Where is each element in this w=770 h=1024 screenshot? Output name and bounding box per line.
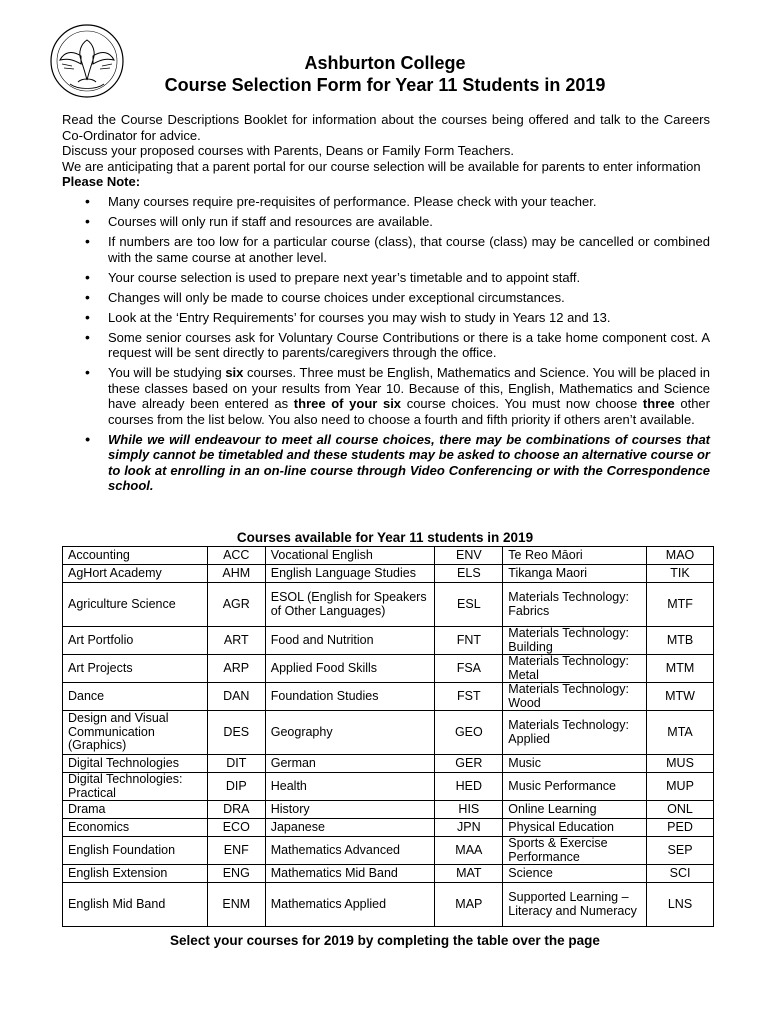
course-name-cell: Music Performance: [503, 773, 647, 801]
course-code-cell: ART: [207, 627, 265, 655]
course-name-cell: Sports & Exercise Performance: [503, 837, 647, 865]
note-item: • If numbers are too low for a particular course (class), that course (class) may be cancelled or combined with the same course at another level.: [62, 234, 710, 265]
course-code-cell: GEO: [435, 711, 503, 755]
table-row: [63, 655, 714, 683]
course-code-cell: ENM: [207, 883, 265, 927]
course-name-cell: Agriculture Science: [63, 583, 208, 627]
footer-instruction: Select your courses for 2019 by completing the table over the page: [170, 933, 600, 948]
course-code-cell: MUS: [647, 755, 714, 773]
course-code-cell: DIT: [207, 755, 265, 773]
note-text: courses. Three must be English, Mathematics and Science. You will be placed in these classes based on your results from Year 10. Because of this, English, Mathematics and Science have already been entered as: [108, 365, 710, 411]
course-code-cell: AHM: [207, 565, 265, 583]
course-name-cell: English Foundation: [63, 837, 208, 865]
note-text: other courses from the list below. You also need to choose a fourth and fifth priority if others aren’t available.: [108, 396, 710, 427]
note-item-warning: • While we will endeavour to meet all course choices, there may be combinations of courses that simply cannot be timetabled and these students may be asked to choose an alternative course or to look at enrolling in an on-line course through Video Conferencing or with the Correspondence school.: [62, 432, 710, 494]
course-code-cell: MAP: [435, 883, 503, 927]
note-item-six-courses: [62, 365, 710, 427]
course-name-cell: Supported Learning – Literacy and Numeracy: [503, 883, 647, 927]
course-code-cell: AGR: [207, 583, 265, 627]
course-code-cell: MAA: [435, 837, 503, 865]
course-name-cell: History: [265, 801, 435, 819]
course-code-cell: ACC: [207, 547, 265, 565]
course-code-cell: FST: [435, 683, 503, 711]
course-name-cell: Dance: [63, 683, 208, 711]
course-name-cell: Materials Technology: Wood: [503, 683, 647, 711]
course-code-cell: ELS: [435, 565, 503, 583]
intro-paragraph-2: Discuss your proposed courses with Parents, Deans or Family Form Teachers.: [62, 143, 515, 158]
table-row: [63, 865, 714, 883]
course-code-cell: JPN: [435, 819, 503, 837]
course-code-cell: PED: [647, 819, 714, 837]
course-name-cell: Digital Technologies: Practical: [63, 773, 208, 801]
course-code-cell: FSA: [435, 655, 503, 683]
table-row: [63, 565, 714, 583]
note-item: • Look at the ‘Entry Requirements’ for courses you may wish to study in Years 12 and 13.: [62, 310, 710, 326]
courses-table: [62, 546, 714, 927]
course-code-cell: ENV: [435, 547, 503, 565]
note-bold-text: six: [225, 365, 244, 380]
course-name-cell: Mathematics Advanced: [265, 837, 435, 865]
course-name-cell: Vocational English: [265, 547, 435, 565]
course-code-cell: MTB: [647, 627, 714, 655]
course-code-cell: FNT: [435, 627, 503, 655]
course-code-cell: TIK: [647, 565, 714, 583]
course-code-cell: MTA: [647, 711, 714, 755]
course-code-cell: DES: [207, 711, 265, 755]
course-code-cell: SCI: [647, 865, 714, 883]
table-row: [63, 837, 714, 865]
table-row: [63, 683, 714, 711]
course-name-cell: Science: [503, 865, 647, 883]
course-name-cell: Music: [503, 755, 647, 773]
course-code-cell: MAO: [647, 547, 714, 565]
note-bold-text: three of your six: [293, 396, 402, 411]
table-row: [63, 819, 714, 837]
title-college-name: Ashburton College: [304, 53, 466, 73]
course-name-cell: Food and Nutrition: [265, 627, 435, 655]
course-name-cell: Health: [265, 773, 435, 801]
course-name-cell: Drama: [63, 801, 208, 819]
course-name-cell: Japanese: [265, 819, 435, 837]
intro-paragraph-3: We are anticipating that a parent portal for our course selection will be available for parents to enter information: [62, 158, 701, 174]
page-title: [62, 52, 708, 96]
course-code-cell: ARP: [207, 655, 265, 683]
course-code-cell: MTM: [647, 655, 714, 683]
note-text: You will be studying: [108, 365, 226, 380]
course-name-cell: Digital Technologies: [63, 755, 208, 773]
table-row: [63, 801, 714, 819]
course-name-cell: Design and Visual Communication (Graphics): [63, 711, 208, 755]
course-code-cell: ENG: [207, 865, 265, 883]
course-code-cell: SEP: [647, 837, 714, 865]
notes-list: [62, 194, 710, 494]
course-code-cell: DIP: [207, 773, 265, 801]
course-name-cell: Tikanga Maori: [503, 565, 647, 583]
course-name-cell: Art Portfolio: [63, 627, 208, 655]
note-bold-text: three: [642, 396, 675, 411]
course-code-cell: GER: [435, 755, 503, 773]
table-row: [63, 773, 714, 801]
table-row: [63, 755, 714, 773]
course-name-cell: English Mid Band: [63, 883, 208, 927]
title-form-name: Course Selection Form for Year 11 Students in 2019: [164, 75, 606, 95]
course-name-cell: Materials Technology: Building: [503, 627, 647, 655]
course-name-cell: Physical Education: [503, 819, 647, 837]
course-name-cell: Materials Technology: Fabrics: [503, 583, 647, 627]
course-name-cell: Accounting: [63, 547, 208, 565]
course-code-cell: HED: [435, 773, 503, 801]
table-row: [63, 711, 714, 755]
course-code-cell: MTF: [647, 583, 714, 627]
course-name-cell: Online Learning: [503, 801, 647, 819]
course-code-cell: ONL: [647, 801, 714, 819]
course-code-cell: MUP: [647, 773, 714, 801]
course-code-cell: DRA: [207, 801, 265, 819]
course-name-cell: Mathematics Mid Band: [265, 865, 435, 883]
course-name-cell: English Language Studies: [265, 565, 435, 583]
course-name-cell: Economics: [63, 819, 208, 837]
course-code-cell: LNS: [647, 883, 714, 927]
table-row: [63, 547, 714, 565]
course-code-cell: MAT: [435, 865, 503, 883]
please-note-heading: Please Note:: [62, 174, 141, 189]
table-row: [63, 583, 714, 627]
note-item: • Changes will only be made to course choices under exceptional circumstances.: [62, 290, 710, 306]
course-name-cell: English Extension: [63, 865, 208, 883]
course-code-cell: MTW: [647, 683, 714, 711]
table-row: [63, 627, 714, 655]
note-item: • Courses will only run if staff and resources are available.: [62, 214, 710, 230]
note-item: • Some senior courses ask for Voluntary Course Contributions or there is a take home component cost. A request will be sent directly to parents/caregivers through the office.: [62, 330, 710, 361]
course-name-cell: Applied Food Skills: [265, 655, 435, 683]
course-code-cell: ENF: [207, 837, 265, 865]
table-title: Courses available for Year 11 students in 2019: [236, 530, 534, 545]
table-row: [63, 883, 714, 927]
note-item: • Many courses require pre-requisites of performance. Please check with your teacher.: [62, 194, 710, 210]
note-text: course choices. You must now choose: [401, 396, 643, 411]
courses-table-body: [63, 547, 714, 927]
course-name-cell: Art Projects: [63, 655, 208, 683]
course-name-cell: German: [265, 755, 435, 773]
course-name-cell: Geography: [265, 711, 435, 755]
course-code-cell: ECO: [207, 819, 265, 837]
course-name-cell: Foundation Studies: [265, 683, 435, 711]
course-code-cell: ESL: [435, 583, 503, 627]
note-item: • Your course selection is used to prepare next year’s timetable and to appoint staff.: [62, 270, 710, 286]
course-name-cell: AgHort Academy: [63, 565, 208, 583]
intro-paragraph-1: Read the Course Descriptions Booklet for information about the courses being offered and talk to the Careers Co-Ordinator for advice.: [62, 112, 710, 143]
course-name-cell: Materials Technology: Metal: [503, 655, 647, 683]
course-name-cell: Te Reo Māori: [503, 547, 647, 565]
course-name-cell: Mathematics Applied: [265, 883, 435, 927]
instructions: [62, 112, 710, 494]
course-code-cell: DAN: [207, 683, 265, 711]
course-name-cell: ESOL (English for Speakers of Other Languages): [265, 583, 435, 627]
course-name-cell: Materials Technology: Applied: [503, 711, 647, 755]
course-code-cell: HIS: [435, 801, 503, 819]
